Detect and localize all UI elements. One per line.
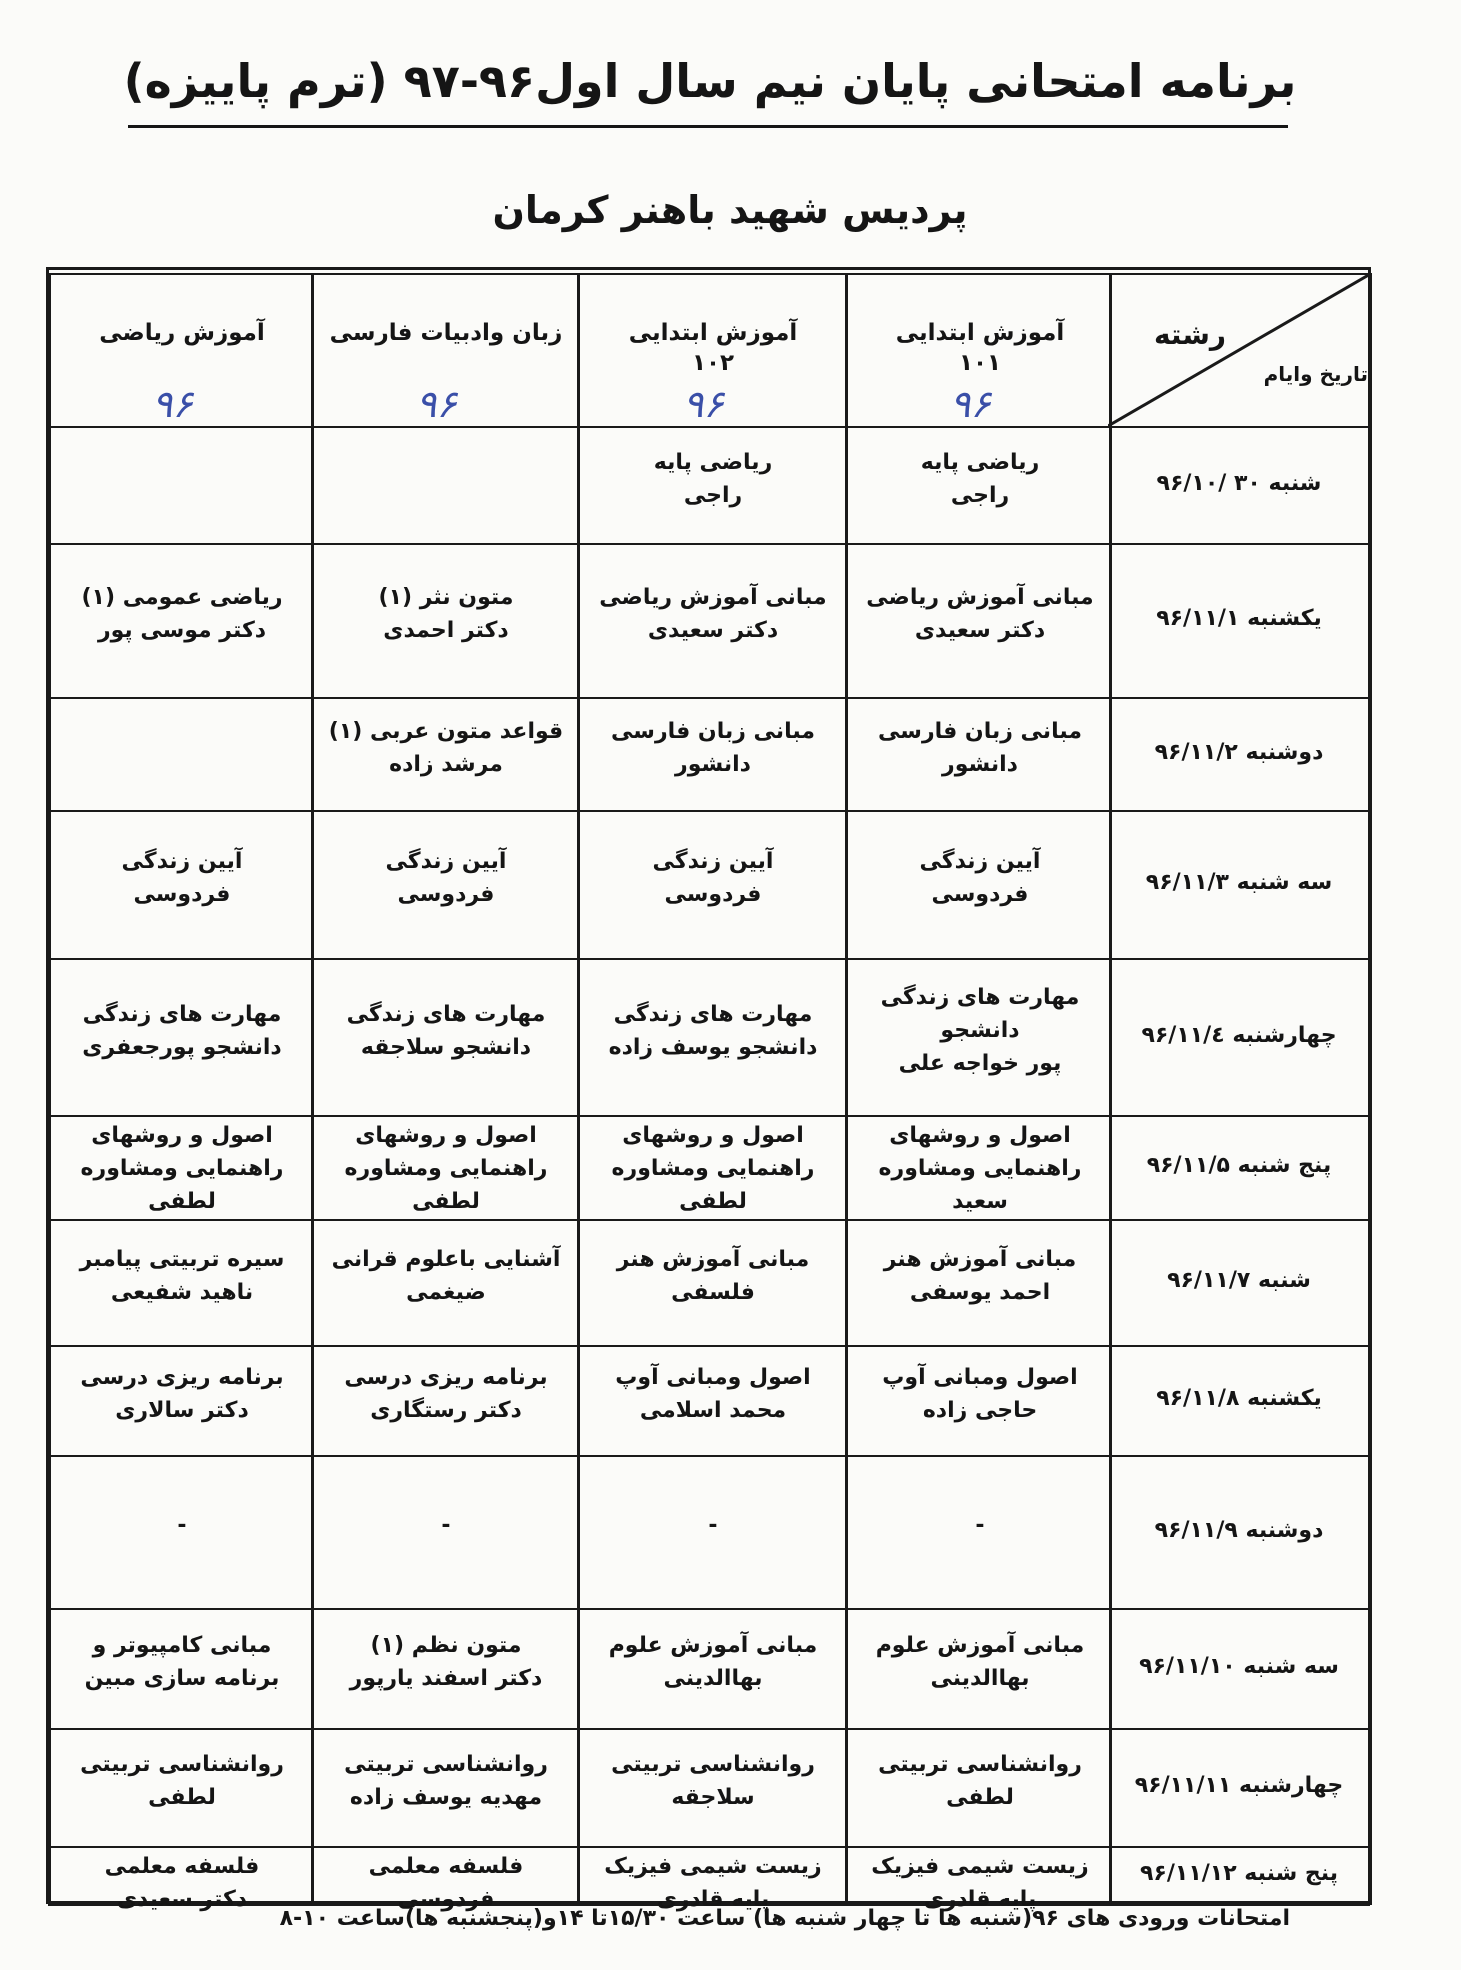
exam-cell [58,1119,306,1218]
column-header-name: آموزش ابتدایی [895,320,1065,346]
instructor-name: دکتر موسی پور [97,618,267,643]
course-name: مبانی زبان فارسی [878,718,1082,744]
exam-cell [856,581,1104,647]
instructor-name: مرشد زاده [389,751,503,777]
course-name: اصول و روشهای [91,1123,273,1148]
grid-horizontal-line [48,426,1370,428]
exam-cell [586,1119,840,1218]
exam-cell [856,1509,1104,1542]
course-name: قواعد متون عربی (۱) [328,718,564,744]
course-name: - [177,1513,187,1538]
course-name: مبانی زبان فارسی [611,718,815,744]
exam-cell [586,1629,840,1695]
exam-cell [322,1509,570,1542]
instructor-name: فردوسی [397,882,495,907]
handwritten-year: ۹۶ [683,382,724,426]
course-name: ریاضی عمومی (۱) [81,585,283,610]
instructor-name: لطفی [148,1785,216,1810]
instructor-name: لطفی [679,1189,747,1214]
exam-cell [586,1748,840,1814]
instructor-name: سلاجقه [671,1785,755,1810]
instructor-name: دانشجو پورجعفری [82,1034,282,1060]
exam-cell [322,1629,570,1695]
row-date: دوشنبه ۹۶/۱۱/۹ [1154,1517,1324,1543]
course-name: ریاضی پایه [653,449,773,475]
grid-horizontal-line [48,543,1370,545]
instructor-name: دکتر رستگاری [370,1398,522,1423]
instructor-name: دکتر سعیدی [914,618,1046,643]
course-name: اصول و روشهای [889,1123,1071,1148]
grid-horizontal-line [48,958,1370,960]
row-date: پنج شنبه ۹۶/۱۱/۵ [1146,1153,1332,1178]
course-name: مبانی آموزش علوم [608,1633,818,1658]
instructor-name: بهاالدینی [930,1666,1030,1691]
title-underline [128,125,1288,128]
instructor-name: برنامه سازی مبین [84,1666,280,1691]
row-date: شنبه ۳۰ /۹۶/۱۰ [1156,470,1322,496]
column-header-name: آموزش ریاضی [99,320,265,346]
grid-vertical-line [1369,273,1372,1905]
course-name: روانشناسی تربیتی [80,1752,284,1777]
exam-cell [58,1361,306,1427]
instructor-name: راجی [683,482,743,508]
exam-cell [58,1748,306,1814]
page-subtitle: پردیس شهید باهنر کرمان [492,188,968,232]
handwritten-year: ۹۶ [416,382,457,426]
instructor-name: راهنمایی ومشاوره [80,1156,284,1181]
exam-cell [322,998,570,1064]
exam-cell [322,845,570,911]
course-name: مبانی آموزش ریاضی [866,585,1094,610]
instructor-name: دانشجو [940,1018,1020,1043]
row-date: پنج شنبه ۹۶/۱۱/۱۲ [1140,1861,1338,1886]
course-name: - [441,1513,451,1538]
instructor-name: دانشجو یوسف زاده [608,1034,818,1060]
row-date: چهارشنبه ۹۶/۱۱/٤ [1141,1022,1337,1048]
grid-horizontal-line [48,1728,1370,1730]
grid-horizontal-line [48,810,1370,812]
grid-horizontal-line [48,1115,1370,1117]
course-name: آشنایی باعلوم قرانی [331,1247,561,1272]
course-name: اصول و روشهای [355,1123,537,1148]
exam-cell [58,998,306,1064]
instructor-name: دکتر سالاری [115,1398,249,1423]
exam-cell [856,1629,1104,1695]
exam-cell [586,845,840,911]
instructor-name: راهنمایی ومشاوره [878,1156,1082,1181]
course-name: مبانی آموزش هنر [616,1247,810,1272]
course-name: مهارت های زندگی [613,1001,813,1027]
exam-cell [322,715,570,781]
instructor-name: راجی [950,482,1010,508]
instructor-name: ضیغمی [406,1280,486,1305]
grid-horizontal-line [48,1608,1370,1610]
column-header-code: ۱۰۱ [958,350,1002,376]
instructor-name: مهدیه یوسف زاده [349,1785,543,1810]
column-header-name: زبان وادبیات فارسی [329,320,563,346]
exam-cell [586,715,840,781]
course-name: - [708,1513,718,1538]
course-name: برنامه ریزی درسی [80,1365,284,1390]
exam-cell [856,845,1104,911]
course-name: مبانی آموزش علوم [875,1633,1085,1658]
instructor-name: پایه قادری [923,1887,1037,1912]
instructor-name: فردوسی [931,882,1029,907]
course-name: مبانی آموزش هنر [883,1247,1077,1272]
course-name: زیست شیمی فیزیک [604,1854,822,1879]
column-header-code: ۱۰۲ [691,350,735,376]
instructor-name: پایه قادری [656,1887,770,1912]
exam-cell [856,1748,1104,1814]
course-name: برنامه ریزی درسی [344,1365,548,1390]
grid-vertical-line [577,273,580,1905]
course-name: متون نظم (۱) [370,1633,522,1658]
instructor-name: فلسفی [671,1280,755,1305]
course-name: متون نثر (۱) [378,585,514,610]
course-name: سیره تربیتی پیامبر [79,1247,285,1272]
course-name: آیین زندگی [652,849,774,874]
row-date: یکشنبه ۹۶/۱۱/۱ [1156,606,1322,631]
instructor-name: احمد یوسفی [909,1280,1051,1305]
exam-cell [856,1119,1104,1218]
grid-horizontal-line [48,697,1370,699]
course-name: ریاضی پایه [920,449,1040,475]
row-date: چهارشنبه ۹۶/۱۱/۱۱ [1134,1773,1344,1798]
instructor-name: حاجی زاده [922,1398,1038,1423]
course-name: آیین زندگی [919,849,1041,874]
exam-cell [586,446,840,512]
instructor-name: محمد اسلامی [639,1398,787,1423]
instructor-name: فردوسی [133,882,231,907]
course-name: مبانی آموزش ریاضی [599,585,827,610]
grid-horizontal-line [48,1219,1370,1221]
grid-vertical-line [845,273,848,1905]
page-title: برنامه امتحانی پایان نیم سال اول۹۶-۹۷ (ترم پاییزه) [123,54,1297,108]
course-name: روانشناسی تربیتی [878,1752,1082,1777]
instructor-name: لطفی [148,1189,216,1214]
date-header-label: تاریخ وایام [1263,362,1368,386]
instructor-name: دانشور [675,751,751,777]
column-header-name: آموزش ابتدایی [628,320,798,346]
exam-cell [856,1243,1104,1309]
instructor-name: بهاالدینی [663,1666,763,1691]
course-name: اصول و روشهای [622,1123,804,1148]
instructor-name: لطفی [946,1785,1014,1810]
course-name: اصول ومبانی آوپ [615,1365,811,1390]
exam-cell [322,1748,570,1814]
instructor-name: راهنمایی ومشاوره [611,1156,815,1181]
course-name: مبانی کامپیوتر و [92,1633,272,1658]
exam-cell [586,1243,840,1309]
grid-horizontal-line [48,1455,1370,1457]
exam-cell [322,581,570,647]
instructor-name: پور خواجه علی [898,1051,1062,1076]
row-date: دوشنبه ۹۶/۱۱/۲ [1154,739,1324,765]
row-date: یکشنبه ۹۶/۱۱/۸ [1156,1386,1322,1411]
exam-cell [322,1361,570,1427]
exam-cell [856,715,1104,781]
instructor-name: دکتر سعیدی [116,1887,248,1912]
instructor-name: راهنمایی ومشاوره [344,1156,548,1181]
exam-cell [856,1361,1104,1427]
exam-cell [586,1361,840,1427]
row-date: سه شنبه ۹۶/۱۱/۱۰ [1139,1654,1339,1679]
exam-cell [58,1243,306,1309]
course-name: اصول ومبانی آوپ [882,1365,1078,1390]
grid-horizontal-line [48,1345,1370,1347]
exam-cell [322,1243,570,1309]
course-name: فلسفه معلمی [368,1854,524,1879]
course-name: روانشناسی تربیتی [344,1752,548,1777]
course-name: آیین زندگی [121,849,243,874]
exam-cell [58,1509,306,1542]
instructor-name: لطفی [412,1189,480,1214]
course-name: مهارت های زندگی [346,1001,546,1027]
row-date: شنبه ۹۶/۱۱/۷ [1167,1268,1311,1293]
exam-cell [856,981,1104,1080]
exam-cell [58,845,306,911]
exam-cell [586,581,840,647]
grid-vertical-line [48,273,51,1905]
instructor-name: دانشور [942,751,1018,777]
instructor-name: دانشجو سلاجقه [360,1034,532,1060]
course-name: مهارت های زندگی [82,1001,282,1027]
exam-cell [58,1629,306,1695]
instructor-name: ناهید شفیعی [110,1280,254,1305]
course-name: فلسفه معلمی [104,1854,260,1879]
instructor-name: دکتر سعیدی [647,618,779,643]
instructor-name: فردوسی [397,1887,495,1912]
exam-cell [856,446,1104,512]
course-name: زیست شیمی فیزیک [871,1854,1089,1879]
field-header-label: رشته [1153,318,1227,351]
exam-cell [322,1119,570,1218]
footer-note: امتحانات ورودی های ۹۶(شنبه ها تا چهار شنبه ها) ساعت ۱۵/۳۰تا ۱۴و(پنجشنبه ها)ساعت ۱۰-۸ [279,1906,1290,1931]
exam-cell [586,998,840,1064]
grid-horizontal-line [48,1846,1370,1848]
instructor-name: سعید [952,1189,1008,1214]
instructor-name: فردوسی [664,882,762,907]
instructor-name: دکتر اسفند یارپور [349,1666,543,1691]
row-date: سه شنبه ۹۶/۱۱/۳ [1145,870,1333,895]
handwritten-year: ۹۶ [152,382,193,426]
course-name: آیین زندگی [385,849,507,874]
course-name: - [975,1513,985,1538]
course-name: روانشناسی تربیتی [611,1752,815,1777]
exam-cell [586,1509,840,1542]
handwritten-year: ۹۶ [950,382,991,426]
course-name: مهارت های زندگی [880,985,1080,1010]
instructor-name: دکتر احمدی [383,618,509,643]
exam-cell [58,581,306,647]
grid-vertical-line [311,273,314,1905]
